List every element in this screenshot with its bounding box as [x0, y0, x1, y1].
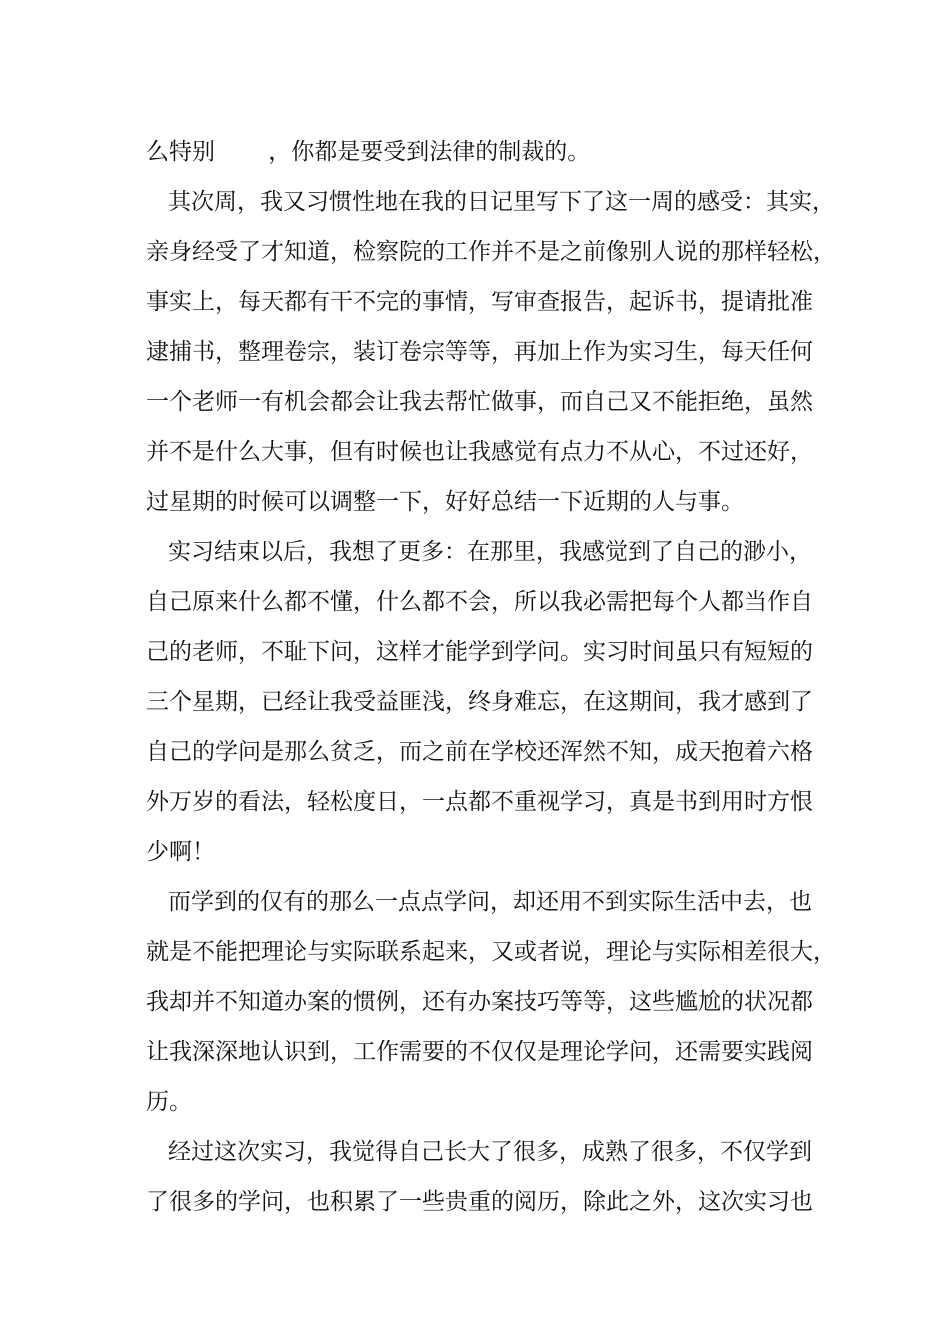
text-line: 三个星期，已经让我受益匪浅，终身难忘，在这期间，我才感到了 [146, 689, 813, 715]
text-line: 一个老师一有机会都会让我去帮忙做事，而自己又不能拒绝，虽然 [146, 389, 813, 415]
text-line: 让我深深地认识到，工作需要的不仅仅是理论学问，还需要实践阅 [146, 1039, 813, 1065]
text-line: 了很多的学问，也积累了一些贵重的阅历，除此之外，这次实习也 [146, 1189, 813, 1215]
text-line: 少啊！ [146, 839, 215, 865]
text-line: 我却并不知道办案的惯例，还有办案技巧等等，这些尴尬的状况都 [146, 989, 813, 1015]
text-line: 过星期的时候可以调整一下，好好总结一下近期的人与事。 [146, 489, 744, 515]
text-line: 么特别 ，你都是要受到法律的制裁的。 [146, 139, 591, 165]
text-line: 亲身经受了才知道，检察院的工作并不是之前像别人说的那样轻松， [146, 239, 836, 265]
text-line: 事实上，每天都有干不完的事情，写审查报告，起诉书，提请批准 [146, 289, 813, 315]
paragraph-start-line: 实习结束以后，我想了更多：在那里，我感觉到了自己的渺小， [168, 539, 812, 565]
paragraph-start-line: 经过这次实习，我觉得自己长大了很多，成熟了很多，不仅学到 [168, 1139, 812, 1165]
text-line: 外万岁的看法，轻松度日，一点都不重视学习，真是书到用时方恨 [146, 789, 813, 815]
text-line: 自己原来什么都不懂，什么都不会，所以我必需把每个人都当作自 [146, 589, 813, 615]
paragraph-start-line: 其次周，我又习惯性地在我的日记里写下了这一周的感受：其实， [168, 189, 835, 215]
text-line: 历。 [146, 1089, 192, 1115]
text-line: 己的老师，不耻下问，这样才能学到学问。实习时间虽只有短短的 [146, 639, 813, 665]
text-line: 逮捕书，整理卷宗，装订卷宗等等，再加上作为实习生，每天任何 [146, 339, 813, 365]
text-line: 就是不能把理论与实际联系起来，又或者说，理论与实际相差很大， [146, 939, 836, 965]
paragraph-start-line: 而学到的仅有的那么一点点学问，却还用不到实际生活中去，也 [168, 889, 812, 915]
text-line: 并不是什么大事，但有时候也让我感觉有点力不从心，不过还好， [146, 439, 813, 465]
text-line: 自己的学问是那么贫乏，而之前在学校还浑然不知，成天抱着六格 [146, 739, 813, 765]
